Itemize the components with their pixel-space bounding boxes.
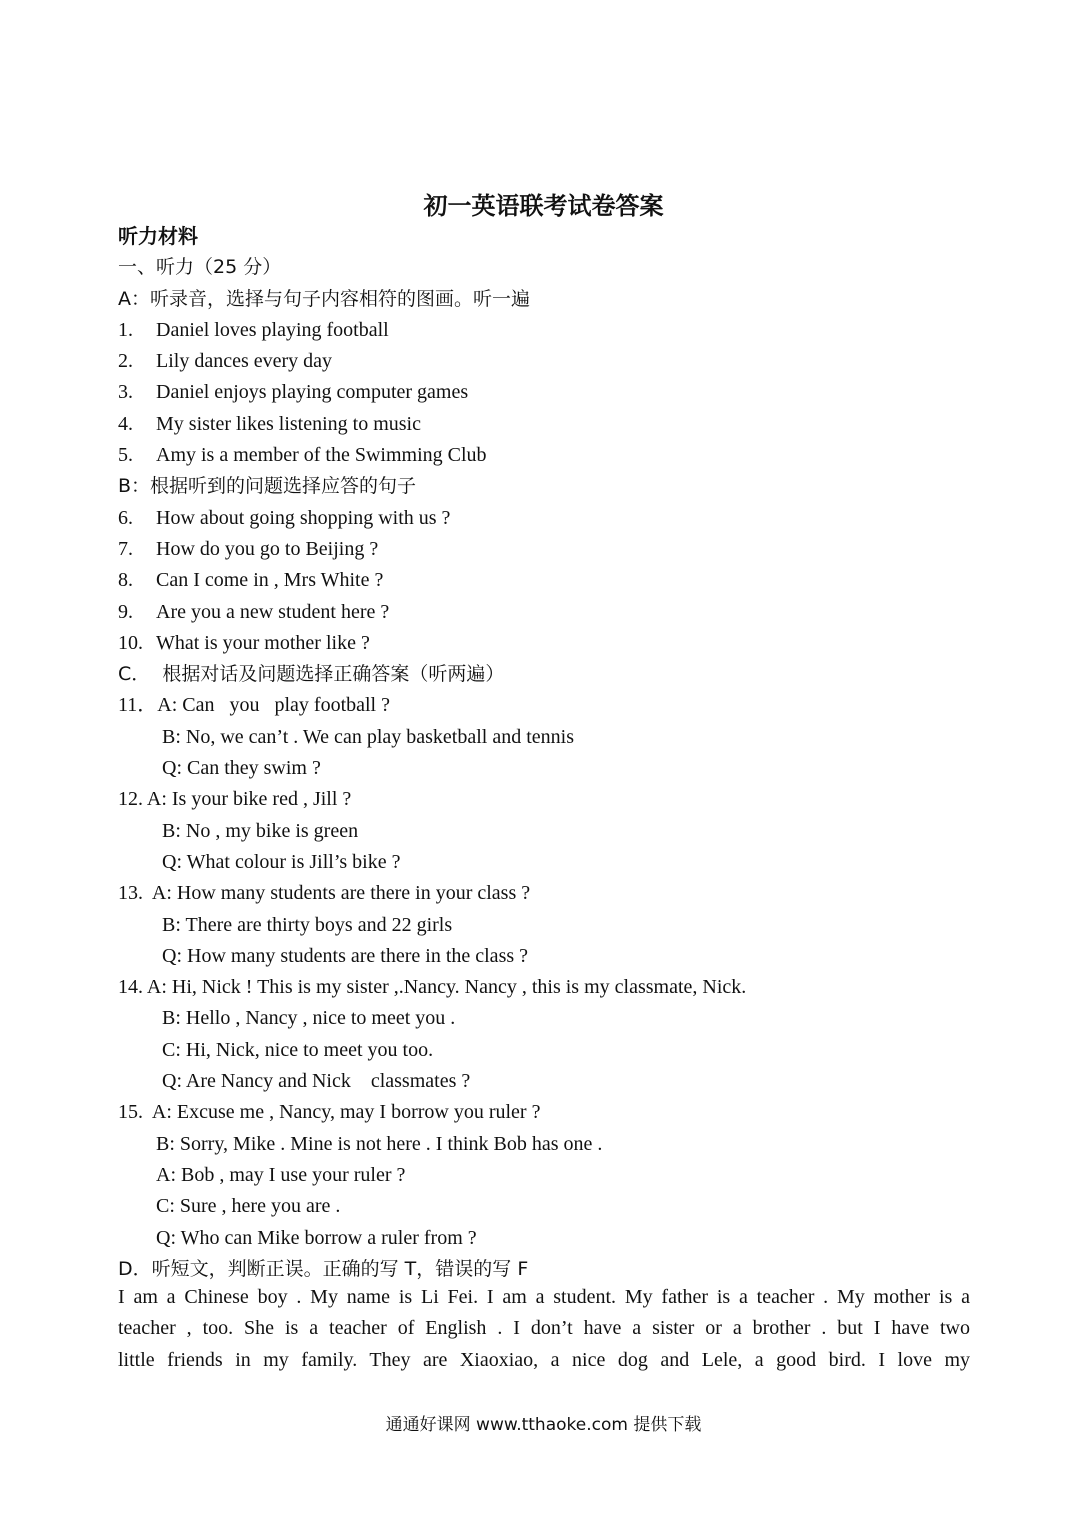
item-text: How do you go to Beijing ? [156, 537, 379, 560]
list-item [118, 315, 970, 346]
list-item [118, 534, 970, 565]
list-item [118, 346, 970, 377]
part-b-instruction: B：根据听到的问题选择应答的句子 [118, 475, 417, 498]
item-number: 10. [118, 631, 143, 654]
dialogue-line: Q: Can they swim ? [162, 757, 321, 780]
item-number: 9. [118, 600, 133, 623]
dialogue-line: 14. A: Hi, Nick ! This is my sister ,.Nancy. Nancy , this is my classmate, Nick. [118, 976, 747, 999]
dialogue-line: Q: How many students are there in the class ? [162, 944, 529, 967]
list-item [118, 628, 970, 659]
page-footer: 通通好课网 www.tthaoke.com 提供下载 [385, 1415, 702, 1435]
item-text: Amy is a member of the Swimming Club [156, 444, 487, 467]
part-d-instruction: D．听短文，判断正误。正确的写 T，错误的写 F [118, 1257, 529, 1280]
dialogue-line: B: There are thirty boys and 22 girls [162, 913, 453, 936]
dialogue-line: 11．A: Can you play football ? [118, 694, 390, 717]
list-item [118, 503, 970, 534]
dialogue-line: B: Sorry, Mike . Mine is not here . I think Bob has one . [156, 1132, 603, 1155]
part-a-instruction: A：听录音，选择与句子内容相符的图画。听一遍 [118, 287, 530, 310]
dialogue-line: 15. A: Excuse me , Nancy, may I borrow you ruler ? [118, 1101, 541, 1124]
dialogue-line: 12. A: Is your bike red , Jill ? [118, 788, 352, 811]
dialogue-line: C: Sure , here you are . [156, 1195, 341, 1218]
dialogue-line: B: No, we can’t . We can play basketball and tennis [162, 725, 574, 748]
item-number: 8. [118, 569, 133, 592]
item-text: Lily dances every day [156, 350, 333, 373]
item-text: My sister likes listening to music [156, 412, 421, 435]
dialogue-line: C: Hi, Nick, nice to meet you too. [162, 1038, 434, 1061]
dialogue-line: Q: Are Nancy and Nick classmates ? [162, 1070, 471, 1093]
item-text: Daniel enjoys playing computer games [156, 381, 469, 404]
list-item [118, 409, 970, 440]
passage-paragraph [118, 1282, 970, 1376]
dialogue-line: Q: Who can Mike borrow a ruler from ? [156, 1226, 477, 1249]
item-number: 5. [118, 444, 133, 467]
list-item [118, 440, 970, 471]
item-number: 4. [118, 412, 133, 435]
passage-line: little friends in my family. They are Xiaoxiao, a nice dog and Lele, a good bird. I love my [118, 1348, 970, 1371]
item-text: What is your mother like ? [156, 631, 370, 654]
dialogue-line: 13. A: How many students are there in your class ? [118, 882, 531, 905]
part-c-instruction: C． 根据对话及问题选择正确答案（听两遍） [118, 663, 505, 686]
part-heading: 一、听力（25 分） [118, 256, 282, 279]
item-text: Are you a new student here ? [156, 600, 390, 623]
item-number: 6. [118, 506, 133, 529]
item-number: 3. [118, 381, 133, 404]
item-text: Daniel loves playing football [156, 318, 389, 341]
item-number: 7. [118, 537, 133, 560]
passage-line: I am a Chinese boy . My name is Li Fei. I am a student. My father is a teacher . My mother is a [118, 1286, 970, 1308]
list-item [118, 565, 970, 596]
item-text: How about going shopping with us ? [156, 506, 451, 529]
dialogue-line: Q: What colour is Jill’s bike ? [162, 850, 401, 873]
item-number: 2. [118, 350, 133, 373]
item-text: Can I come in , Mrs White ? [156, 569, 384, 592]
dialogue-line: A: Bob , may I use your ruler ? [156, 1163, 406, 1186]
dialogue-line: B: Hello , Nancy , nice to meet you . [162, 1007, 456, 1030]
section-heading: 听力材料 [118, 224, 198, 248]
list-item [118, 597, 970, 628]
list-item [118, 377, 970, 408]
passage-line: teacher , too. She is a teacher of English . I don’t have a sister or a brother . but I have two [118, 1317, 970, 1340]
dialogue-line: B: No , my bike is green [162, 819, 359, 842]
listening-material [118, 221, 970, 1285]
item-number: 1. [118, 318, 133, 341]
page-title: 初一英语联考试卷答案 [423, 192, 664, 220]
